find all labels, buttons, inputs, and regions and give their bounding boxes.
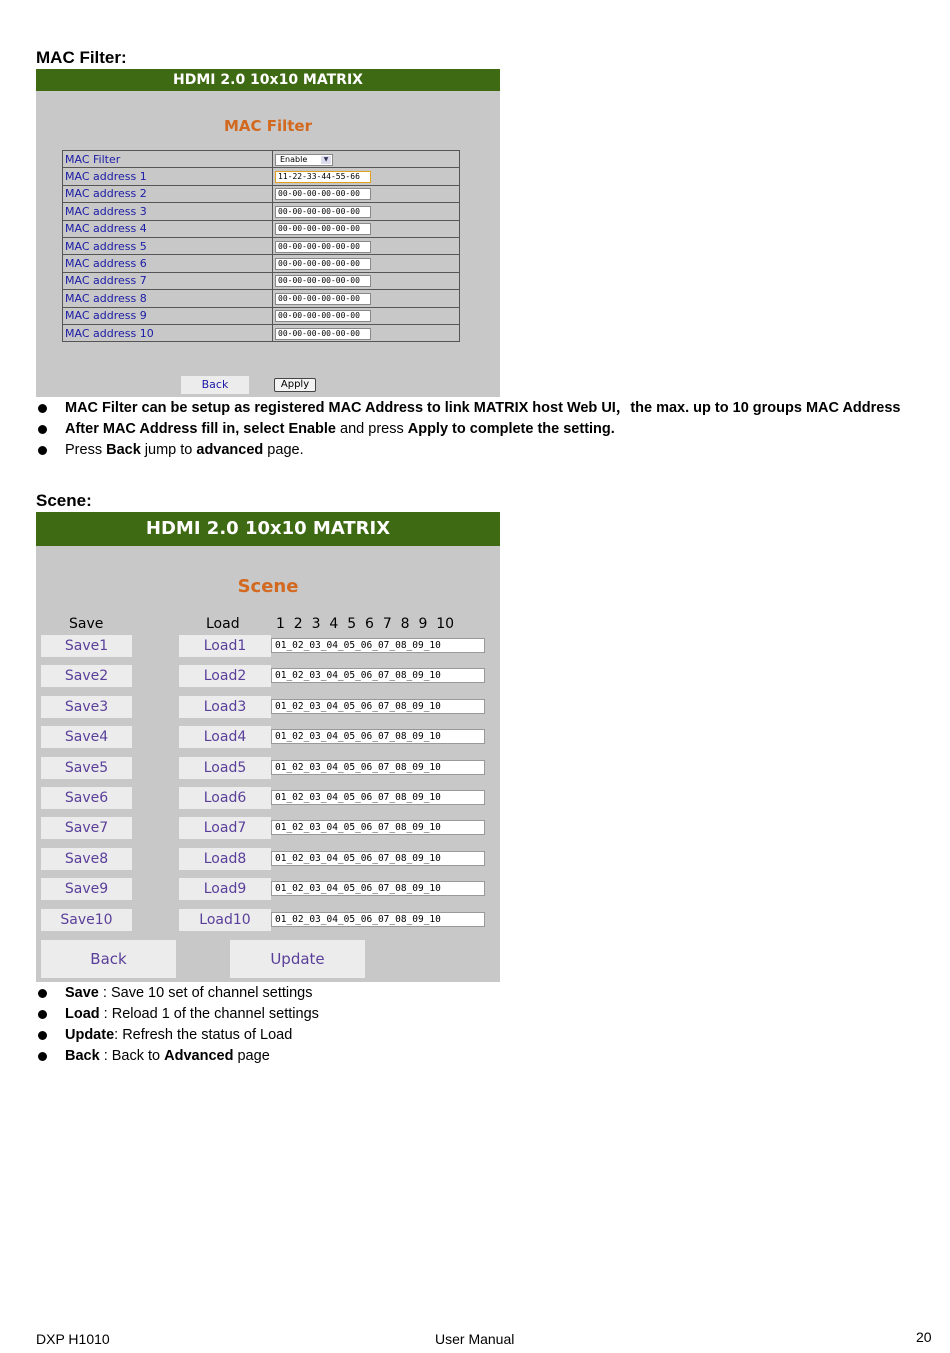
mac-address-row	[63, 324, 460, 341]
mac-address-label: MAC address 5	[63, 237, 273, 254]
mac-address-cell	[273, 307, 460, 324]
scene-load-button[interactable]: Load3	[179, 696, 271, 718]
scene-load-button[interactable]: Load4	[179, 726, 271, 748]
list-item	[36, 983, 319, 1004]
mac-address-cell	[273, 185, 460, 202]
footer-product: DXP H1010	[36, 1331, 110, 1347]
mac-filter-select[interactable]	[275, 154, 333, 166]
scene-routing-field[interactable]: 01_02_03_04_05_06_07_08_09_10	[271, 760, 485, 775]
mac-address-cell	[273, 220, 460, 237]
scene-routing-field[interactable]: 01_02_03_04_05_06_07_08_09_10	[271, 668, 485, 683]
scene-load-button[interactable]: Load9	[179, 878, 271, 900]
scene-load-button[interactable]: Load2	[179, 665, 271, 687]
bullet-text: and press	[336, 421, 408, 437]
scene-routing-field[interactable]: 01_02_03_04_05_06_07_08_09_10	[271, 851, 485, 866]
mac-back-button[interactable]: Back	[181, 376, 249, 394]
bullet-bold-text: MAC Filter can be setup as registered MAC Address to link MATRIX host Web UI，the max. up to 10 groups MAC Address	[65, 400, 901, 416]
scene-routing-field[interactable]: 01_02_03_04_05_06_07_08_09_10	[271, 729, 485, 744]
scene-save-button[interactable]: Save1	[41, 635, 132, 657]
bullet-icon	[38, 1052, 47, 1061]
scene-save-button[interactable]: Save2	[41, 665, 132, 687]
list-item	[36, 419, 901, 440]
bullet-icon	[38, 446, 47, 455]
bullet-bold-text: advanced	[196, 442, 264, 458]
bullet-text: jump to	[140, 442, 197, 458]
scene-load-button[interactable]: Load10	[179, 909, 271, 931]
scene-save-button[interactable]: Save3	[41, 696, 132, 718]
mac-address-input[interactable]: 00-00-00-00-00-00	[275, 188, 371, 200]
scene-routing-field[interactable]: 01_02_03_04_05_06_07_08_09_10	[271, 790, 485, 805]
scene-load-button[interactable]: Load5	[179, 757, 271, 779]
scene-save-button[interactable]: Save6	[41, 787, 132, 809]
mac-address-cell	[273, 272, 460, 289]
scene-save-button[interactable]: Save8	[41, 848, 132, 870]
list-item	[36, 1004, 319, 1025]
page-number: 20	[916, 1329, 932, 1345]
mac-address-row	[63, 168, 460, 185]
scene-load-button[interactable]: Load1	[179, 635, 271, 657]
list-item	[36, 1046, 319, 1067]
mac-address-cell	[273, 255, 460, 272]
mac-address-input[interactable]: 00-00-00-00-00-00	[275, 328, 371, 340]
mac-address-row	[63, 220, 460, 237]
bullet-icon	[38, 1031, 47, 1040]
mac-address-row	[63, 307, 460, 324]
mac-address-cell	[273, 237, 460, 254]
scene-panel	[36, 512, 500, 982]
mac-address-label: MAC address 9	[63, 307, 273, 324]
mac-address-label: MAC address 4	[63, 220, 273, 237]
mac-table	[62, 150, 460, 342]
bullet-text: page	[233, 1048, 270, 1064]
scene-routing-field[interactable]: 01_02_03_04_05_06_07_08_09_10	[271, 638, 485, 653]
mac-heading: MAC Filter	[223, 117, 313, 135]
mac-bullet-list	[36, 398, 901, 461]
footer-title: User Manual	[435, 1331, 515, 1347]
mac-banner: HDMI 2.0 10x10 MATRIX	[36, 69, 500, 91]
scene-section-title: Scene:	[36, 491, 92, 510]
channel-number-header: 1 2 3 4 5 6 7 8 9 10	[276, 616, 455, 632]
bullet-bold-text: Back	[106, 442, 141, 458]
mac-filter-select-value: Enable	[280, 154, 308, 164]
scene-load-button[interactable]: Load6	[179, 787, 271, 809]
mac-address-label: MAC address 3	[63, 203, 273, 220]
scene-routing-field[interactable]: 01_02_03_04_05_06_07_08_09_10	[271, 881, 485, 896]
scene-save-button[interactable]: Save9	[41, 878, 132, 900]
scene-save-button[interactable]: Save7	[41, 817, 132, 839]
mac-address-label: MAC address 7	[63, 272, 273, 289]
mac-address-input[interactable]: 00-00-00-00-00-00	[275, 275, 371, 287]
mac-apply-button[interactable]: Apply	[274, 378, 316, 392]
list-item	[36, 398, 901, 419]
mac-address-input[interactable]: 00-00-00-00-00-00	[275, 241, 371, 253]
scene-save-button[interactable]: Save4	[41, 726, 132, 748]
scene-routing-field[interactable]: 01_02_03_04_05_06_07_08_09_10	[271, 820, 485, 835]
mac-address-input[interactable]: 00-00-00-00-00-00	[275, 223, 371, 235]
bullet-bold-text: Advanced	[164, 1048, 234, 1064]
scene-heading: Scene	[237, 576, 299, 597]
mac-address-input[interactable]: 00-00-00-00-00-00	[275, 258, 371, 270]
save-column-header: Save	[69, 616, 104, 632]
scene-save-button[interactable]: Save5	[41, 757, 132, 779]
mac-address-row	[63, 272, 460, 289]
scene-back-button[interactable]: Back	[41, 940, 176, 978]
bullet-bold-text: Update	[65, 1027, 115, 1043]
mac-address-row	[63, 255, 460, 272]
scene-save-button[interactable]: Save10	[41, 909, 132, 931]
list-item	[36, 440, 901, 461]
bullet-icon	[38, 1010, 47, 1019]
mac-address-label: MAC address 6	[63, 255, 273, 272]
mac-filter-panel	[36, 69, 500, 397]
bullet-bold-text: Apply to complete the setting.	[407, 421, 615, 437]
mac-address-cell	[273, 290, 460, 307]
mac-address-cell	[273, 168, 460, 185]
mac-section-title: MAC Filter:	[36, 48, 127, 67]
bullet-bold-text: After MAC Address fill in, select Enable	[65, 421, 336, 437]
bullet-bold-text: Back	[65, 1048, 100, 1064]
bullet-text: : Reload 1 of the channel settings	[99, 1006, 319, 1022]
chevron-down-icon: ▼	[321, 156, 331, 164]
bullet-icon	[38, 404, 47, 413]
scene-bullet-list	[36, 983, 319, 1067]
scene-load-button[interactable]: Load7	[179, 817, 271, 839]
mac-address-label: MAC address 10	[63, 324, 273, 341]
mac-filter-row	[63, 151, 460, 168]
mac-address-input[interactable]: 00-00-00-00-00-00	[275, 293, 371, 305]
scene-load-button[interactable]: Load8	[179, 848, 271, 870]
mac-address-label: MAC address 8	[63, 290, 273, 307]
mac-filter-label: MAC Filter	[63, 151, 273, 168]
mac-address-row	[63, 185, 460, 202]
bullet-text: : Back to	[99, 1048, 165, 1064]
mac-address-input[interactable]: 11-22-33-44-55-66	[275, 171, 371, 183]
bullet-bold-text: Save	[65, 985, 99, 1001]
scene-routing-field[interactable]: 01_02_03_04_05_06_07_08_09_10	[271, 699, 485, 714]
mac-address-cell	[273, 324, 460, 341]
bullet-text: : Refresh the status of Load	[114, 1027, 293, 1043]
mac-address-row	[63, 290, 460, 307]
mac-address-row	[63, 237, 460, 254]
mac-filter-cell	[273, 151, 460, 168]
bullet-icon	[38, 989, 47, 998]
scene-routing-field[interactable]: 01_02_03_04_05_06_07_08_09_10	[271, 912, 485, 927]
load-column-header: Load	[206, 616, 240, 632]
mac-address-label: MAC address 1	[63, 168, 273, 185]
list-item	[36, 1025, 319, 1046]
bullet-text: : Save 10 set of channel settings	[98, 985, 313, 1001]
bullet-bold-text: Load	[65, 1006, 100, 1022]
mac-address-cell	[273, 203, 460, 220]
bullet-text: Press	[65, 442, 107, 458]
mac-address-input[interactable]: 00-00-00-00-00-00	[275, 206, 371, 218]
bullet-icon	[38, 425, 47, 434]
mac-address-input[interactable]: 00-00-00-00-00-00	[275, 310, 371, 322]
mac-address-row	[63, 203, 460, 220]
scene-banner: HDMI 2.0 10x10 MATRIX	[36, 512, 500, 546]
scene-update-button[interactable]: Update	[230, 940, 365, 978]
bullet-text: page.	[263, 442, 304, 458]
mac-address-label: MAC address 2	[63, 185, 273, 202]
